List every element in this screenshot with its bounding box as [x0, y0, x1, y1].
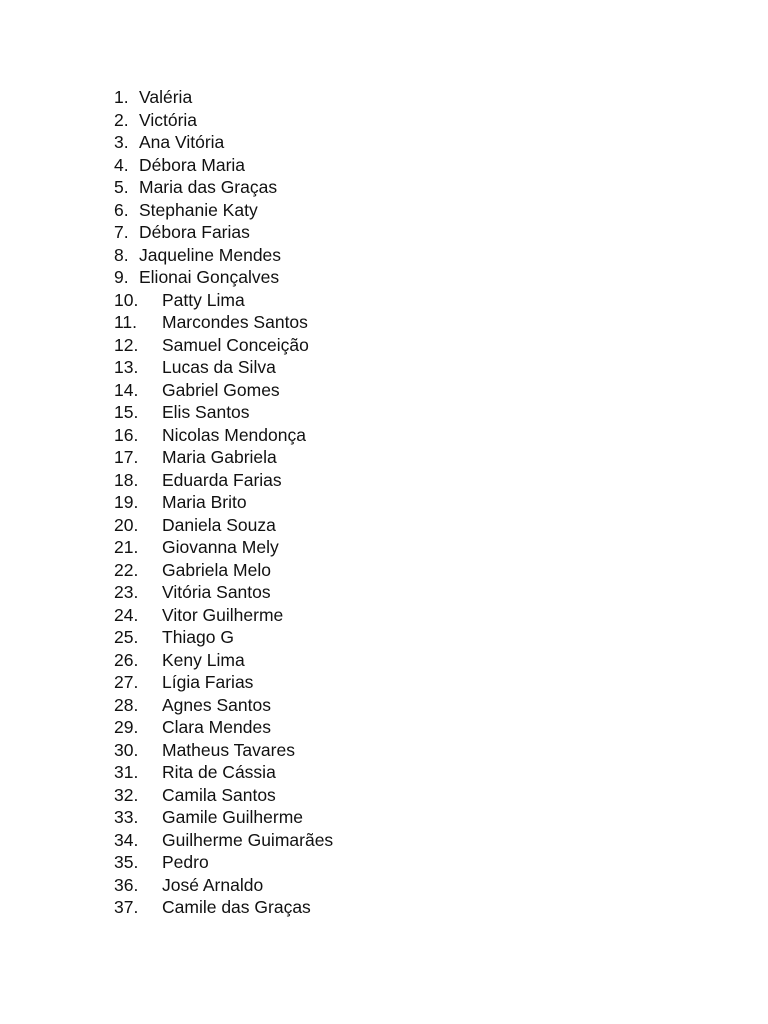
list-item-name: Camile das Graças — [162, 897, 311, 917]
list-item-number: 6. — [114, 199, 129, 220]
list-item-number: 23. — [114, 582, 139, 602]
list-item-name: Jaqueline Mendes — [139, 244, 282, 265]
list-item-number: 16. — [114, 424, 139, 445]
list-item-name: Guilherme Guimarães — [162, 829, 334, 850]
list-item-number: 25. — [114, 627, 139, 647]
list-item-number: 31. — [114, 762, 139, 782]
list-item-name: Valéria — [139, 87, 193, 107]
list-item-number: 20. — [114, 514, 139, 535]
list-item-name: Ana Vitória — [139, 132, 225, 152]
list-item-number: 24. — [114, 604, 139, 625]
list-item-name: Lígia Farias — [162, 672, 254, 692]
list-item-name: Stephanie Katy — [139, 199, 258, 220]
list-item-name: Eduarda Farias — [162, 469, 282, 490]
list-item-number: 14. — [114, 379, 139, 400]
list-item-name: Samuel Conceição — [162, 334, 309, 355]
list-item-number: 17. — [114, 447, 139, 467]
list-item-number: 26. — [114, 649, 139, 670]
list-item-name: Gabriela Melo — [162, 559, 271, 580]
list-item-number: 1. — [114, 87, 129, 107]
list-item-name: Maria Brito — [162, 492, 247, 512]
list-item-number: 37. — [114, 897, 139, 917]
list-item-name: Daniela Souza — [162, 514, 276, 535]
list-item-number: 30. — [114, 739, 139, 760]
list-item-number: 29. — [114, 717, 139, 737]
list-item-number: 22. — [114, 559, 139, 580]
list-item-name: José Arnaldo — [162, 874, 264, 895]
list-item-number: 9. — [114, 267, 129, 287]
list-item-number: 12. — [114, 334, 139, 355]
list-item-number: 3. — [114, 132, 129, 152]
list-item-name: Keny Lima — [162, 649, 245, 670]
list-item-number: 13. — [114, 357, 139, 377]
list-item-number: 35. — [114, 852, 139, 872]
list-item-number: 27. — [114, 672, 139, 692]
list-item-name: Marcondes Santos — [162, 312, 308, 332]
list-item-name: Matheus Tavares — [162, 739, 295, 760]
list-item-name: Camila Santos — [162, 784, 276, 805]
list-item-name: Débora Farias — [139, 222, 250, 242]
list-item-number: 4. — [114, 154, 129, 175]
list-item-number: 18. — [114, 469, 139, 490]
list-item-name: Giovanna Mely — [162, 537, 279, 557]
list-item-name: Gamile Guilherme — [162, 807, 304, 827]
list-item-number: 8. — [114, 244, 129, 265]
list-item-name: Victória — [139, 109, 198, 130]
list-item-number: 36. — [114, 874, 139, 895]
list-item-name: Elis Santos — [162, 402, 250, 422]
list-item-name: Lucas da Silva — [162, 357, 276, 377]
list-item-name: Pedro — [162, 852, 209, 872]
list-item-name: Gabriel Gomes — [162, 379, 280, 400]
list-item-name: Clara Mendes — [162, 717, 271, 737]
list-item-number: 10. — [114, 289, 139, 310]
list-item-name: Thiago G — [162, 627, 234, 647]
list-item-number: 21. — [114, 537, 139, 557]
list-item-name: Agnes Santos — [162, 694, 271, 715]
list-item-number: 5. — [114, 177, 129, 197]
list-item-name: Elionai Gonçalves — [139, 267, 280, 287]
list-item-name: Débora Maria — [139, 154, 246, 175]
list-item-number: 33. — [114, 807, 139, 827]
list-item-number: 19. — [114, 492, 139, 512]
list-item-name: Rita de Cássia — [162, 762, 276, 782]
list-item-name: Patty Lima — [162, 289, 245, 310]
list-item-number: 7. — [114, 222, 129, 242]
list-item-number: 15. — [114, 402, 139, 422]
list-item-number: 34. — [114, 829, 139, 850]
list-item-number: 28. — [114, 694, 139, 715]
list-item-name: Vitória Santos — [162, 582, 271, 602]
list-item-name: Maria das Graças — [139, 177, 278, 197]
list-item-number: 11. — [114, 312, 138, 332]
list-item-number: 32. — [114, 784, 139, 805]
list-item-name: Vitor Guilherme — [162, 604, 284, 625]
list-item-number: 2. — [114, 109, 129, 130]
list-item-name: Maria Gabriela — [162, 447, 277, 467]
list-item-name: Nicolas Mendonça — [162, 424, 306, 445]
